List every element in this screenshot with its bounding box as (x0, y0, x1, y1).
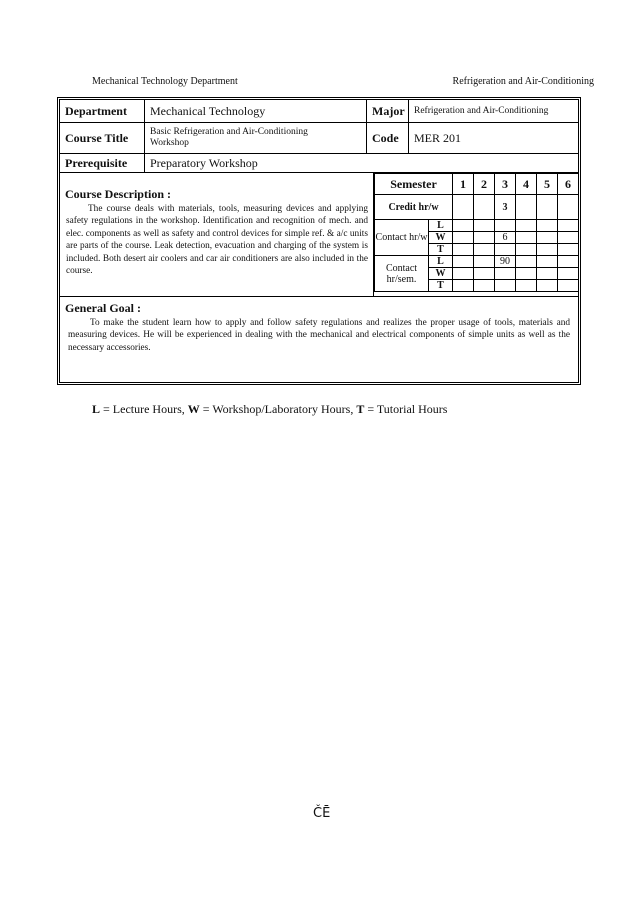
semester-col-5: 5 (537, 174, 558, 195)
cs-l-4 (516, 256, 537, 268)
semester-col-6: 6 (558, 174, 579, 195)
sub-label-l: L (429, 220, 453, 232)
department-value: Mechanical Technology (145, 100, 367, 122)
legend-l-text: = Lecture Hours, (100, 402, 188, 416)
cw-t-5 (537, 244, 558, 256)
cw-l-3 (495, 220, 516, 232)
description-row (60, 173, 578, 297)
course-title-value: Basic Refrigeration and Air-Conditioning Workshop (145, 123, 367, 153)
cw-l-6 (558, 220, 579, 232)
cs-t-5 (537, 280, 558, 292)
code-label: Code (367, 123, 409, 153)
cw-t-2 (474, 244, 495, 256)
cw-l-4 (516, 220, 537, 232)
cs-w-6 (558, 268, 579, 280)
course-title-label: Course Title (60, 123, 145, 153)
credit-label: Credit hr/w (375, 195, 453, 220)
cs-l-1 (453, 256, 474, 268)
cs-t-1 (453, 280, 474, 292)
cs-t-3 (495, 280, 516, 292)
department-label: Department (60, 100, 145, 122)
cw-t-1 (453, 244, 474, 256)
description-section (60, 173, 374, 296)
prerequisite-row (60, 154, 578, 173)
semester-label: Semester (375, 174, 453, 195)
cs-t-6 (558, 280, 579, 292)
cs-l-2 (474, 256, 495, 268)
header-department: Mechanical Technology Department (92, 76, 238, 87)
major-label: Major (367, 100, 409, 122)
semester-col-4: 4 (516, 174, 537, 195)
cs-l-5 (537, 256, 558, 268)
hours-legend (92, 402, 447, 417)
header-major: Refrigeration and Air-Conditioning (452, 76, 594, 87)
prerequisite-value: Preparatory Workshop (150, 155, 258, 170)
semester-col-2: 2 (474, 174, 495, 195)
cw-t-4 (516, 244, 537, 256)
semester-table (374, 173, 578, 295)
page-number: ČĒ (313, 806, 331, 821)
legend-w-key: W (187, 402, 200, 416)
credit-2 (474, 195, 495, 220)
cw-w-3: 6 (495, 232, 516, 244)
cs-l-6 (558, 256, 579, 268)
cw-l-2 (474, 220, 495, 232)
legend-w-text: = Workshop/Laboratory Hours, (199, 402, 357, 416)
course-card (59, 99, 579, 383)
legend-t-key: T (356, 402, 365, 416)
credit-5 (537, 195, 558, 220)
prerequisite-label: Prerequisite (60, 154, 145, 172)
description-title: Course Description : (65, 187, 171, 201)
description-text: The course deals with materials, tools, measuring devices and applying safety regulations in the workshop. Identification and recognition of mech. and elec. components as well as safety and control devices for simple ref. & a/c units are parts of the course. Leak detection, evacuation and charging of the system is included. Both desert air coolers and car air conditioners are also included in the course. (66, 204, 368, 277)
semester-col-3: 3 (495, 174, 516, 195)
credit-1 (453, 195, 474, 220)
cw-l-5 (537, 220, 558, 232)
cw-w-2 (474, 232, 495, 244)
contact-sem-label: Contact hr/sem. (375, 256, 429, 292)
credit-6 (558, 195, 579, 220)
cw-l-1 (453, 220, 474, 232)
cw-w-1 (453, 232, 474, 244)
goal-section (60, 297, 578, 382)
cs-w-5 (537, 268, 558, 280)
cs-w-3 (495, 268, 516, 280)
sub-label-w-sem: W (429, 268, 453, 280)
credit-3: 3 (495, 195, 516, 220)
cs-l-3: 90 (495, 256, 516, 268)
cs-w-4 (516, 268, 537, 280)
sub-label-t-sem: T (429, 280, 453, 292)
goal-text: To make the student learn how to apply and follow safety regulations and realizes the proper usage of tools, materials and measuring devices. He will be experienced in dealing with the mechanical and electrical components of simple units as well as the necessary accessories. (68, 318, 570, 353)
cw-w-5 (537, 232, 558, 244)
cs-t-2 (474, 280, 495, 292)
cw-w-4 (516, 232, 537, 244)
cs-w-2 (474, 268, 495, 280)
department-row (60, 100, 578, 123)
sub-label-w: W (429, 232, 453, 244)
major-value: Refrigeration and Air-Conditioning (414, 105, 549, 116)
sub-label-t: T (429, 244, 453, 256)
legend-l-key: L (92, 402, 101, 416)
course-title-row (60, 123, 578, 154)
contact-week-label: Contact hr/w (375, 220, 429, 256)
semester-col-1: 1 (453, 174, 474, 195)
legend-t-text: = Tutorial Hours (364, 402, 448, 416)
goal-title: General Goal : (65, 301, 141, 315)
cs-w-1 (453, 268, 474, 280)
cw-w-6 (558, 232, 579, 244)
cs-t-4 (516, 280, 537, 292)
sub-label-l-sem: L (429, 256, 453, 268)
code-value: MER 201 (414, 130, 462, 145)
cw-t-6 (558, 244, 579, 256)
credit-4 (516, 195, 537, 220)
cw-t-3 (495, 244, 516, 256)
